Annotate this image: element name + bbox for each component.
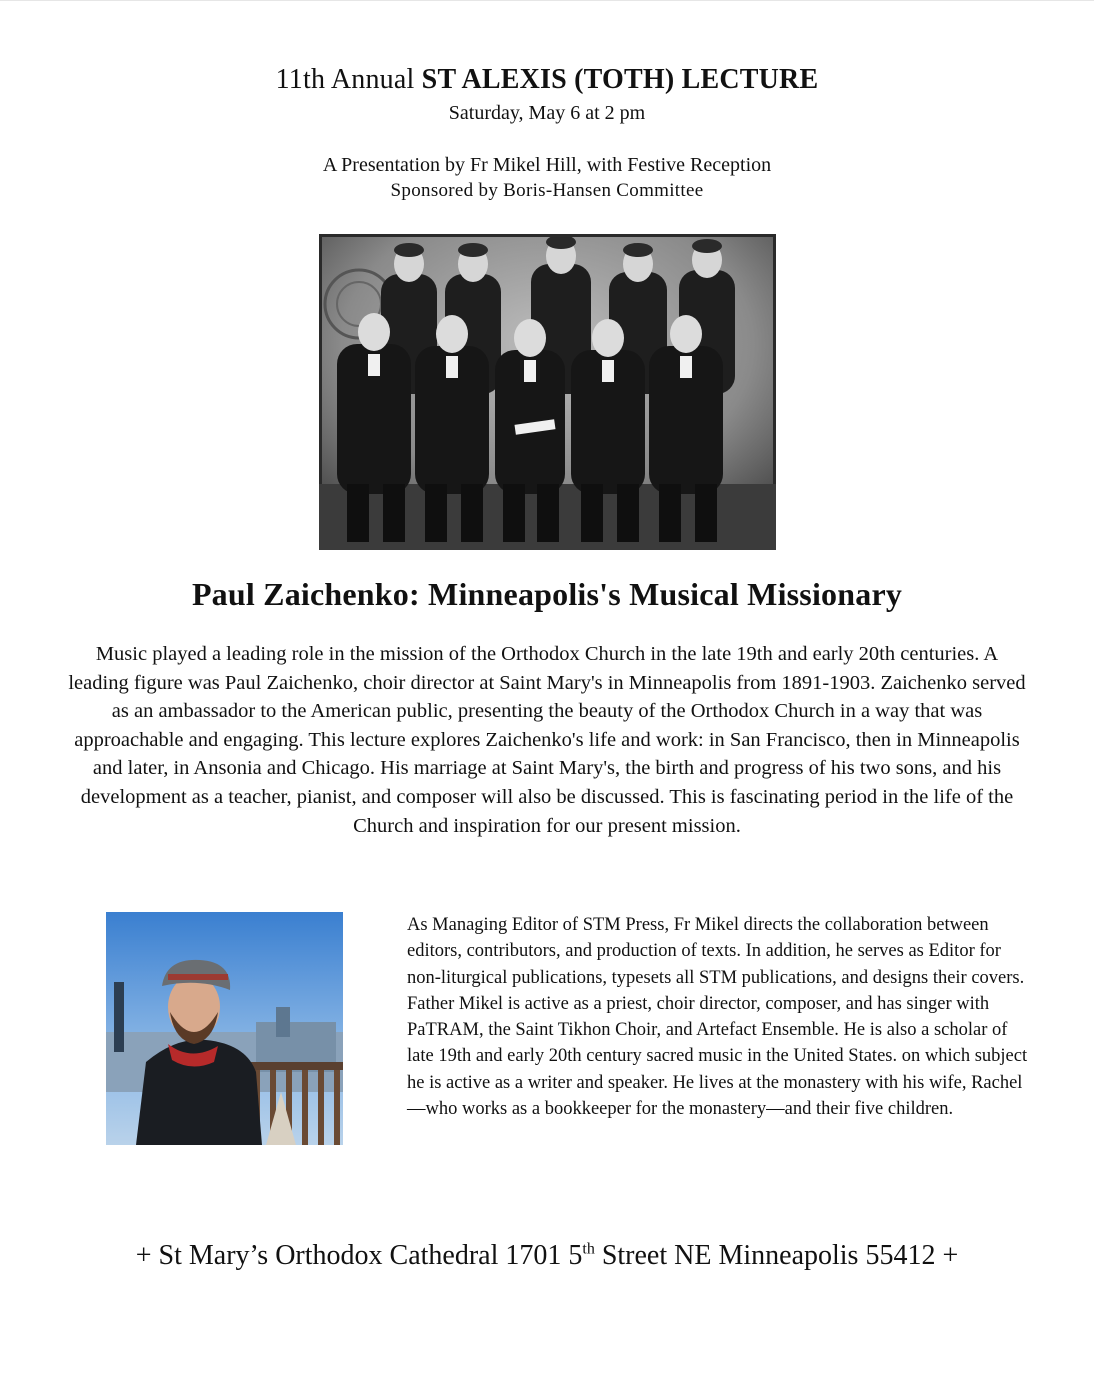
talk-title: Paul Zaichenko: Minneapolis's Musical Missionary — [191, 576, 903, 612]
event-date: Saturday, May 6 at 2 pm — [448, 102, 646, 124]
presenter-bio: As Managing Editor of STM Press, Fr Mikel directs the collaboration between editors, contributors, and production of texts. In addition, he serves as Editor for non-liturgical publications, typesets all STM publications, and designs their covers. Father Mikel is active as a priest, choir director, composer, and has singer with PaTRAM, the Saint Tikhon Choir, and Artefact Ensemble. He is also a scholar of late 19th and early 20th century sacred music in the United States. on which subject he is active as a writer and speaker. He lives at the monastery with his wife, Rachel—who works as a bookkeeper for the monastery—and their five children. — [407, 915, 1028, 1120]
venue-address — [0, 1236, 1094, 1276]
page-top-rule — [0, 0, 1094, 1]
event-title — [0, 62, 1094, 98]
venue-address-ordinal: th — [582, 1240, 595, 1258]
sponsor-line: Sponsored by Boris-Hansen Committee — [390, 180, 704, 201]
event-title-strong: ST ALEXIS (TOTH) LECTURE — [421, 64, 819, 95]
presenter-line: A Presentation by Fr Mikel Hill, with Festive Reception — [322, 154, 772, 176]
venue-address-part2: Street NE Minneapolis 55412 + — [594, 1240, 959, 1271]
venue-address-part1: + St Mary’s Orthodox Cathedral 1701 5 — [135, 1240, 583, 1271]
event-header — [0, 62, 1094, 204]
talk-abstract: Music played a leading role in the mission of the Orthodox Church in the late 19th and early 20th centuries. A leading figure was Paul Zaichenko, choir director at Saint Mary's in Minneapolis from 1891-1903. Zaichenko served as an ambassador to the American public, presenting the beauty of the Orthodox Church in a way that was approachable and engaging. This lecture explores Zaichenko's life and work: in San Francisco, then in Minneapolis and later, in Ansonia and Chicago. His marriage at Saint Mary's, the birth and progress of his two sons, and his development as a teacher, pianist, and composer will also be discussed. This is fascinating period in the life of the Church and inspiration for our present mission. — [68, 643, 1026, 837]
group-photo — [319, 234, 776, 550]
presenter-portrait — [106, 912, 343, 1145]
event-title-prefix: 11th Annual — [275, 64, 422, 95]
